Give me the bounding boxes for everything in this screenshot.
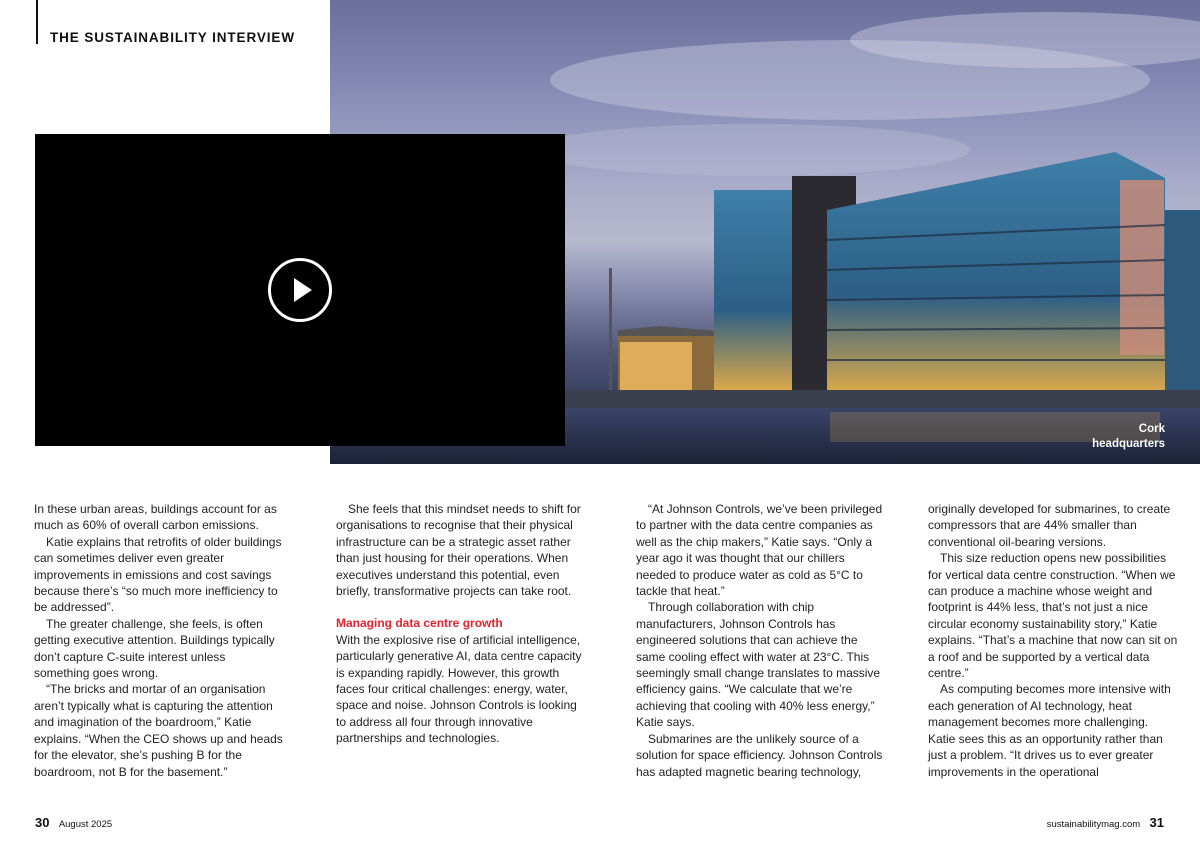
article-column-1 <box>34 501 284 780</box>
footer-right <box>1047 815 1164 830</box>
paragraph: This size reduction opens new possibilities for vertical data centre construction. “When we can produce a machine whose weight and footprint is 44% less, that’s not just a nice circular economy sustainability story,” Katie explains. “That’s a machine that now can sit on a roof and be supported by a vertical data centre.” <box>928 551 1178 681</box>
caption-line-1: Cork <box>1138 423 1165 435</box>
paragraph: originally developed for submarines, to create compressors that are 44% smaller than conventional oil-bearing versions. <box>928 502 1171 549</box>
video-player[interactable] <box>35 134 565 446</box>
page-number-right: 31 <box>1149 815 1164 830</box>
subheading-data-centre-growth: Managing data centre growth <box>336 616 503 631</box>
paragraph: “The bricks and mortar of an organisation aren’t typically what is capturing the attention and imagination of the boardroom,” Katie explains. “When the CEO shows up and heads for the elevator, she’s pushing B for the boardroom, not B for the basement.” <box>34 682 283 779</box>
caption-line-2: headquarters <box>1092 438 1165 450</box>
footer-left <box>35 815 112 830</box>
paragraph: In these urban areas, buildings account for as much as 60% of overall carbon emissions. <box>34 502 277 533</box>
paragraph: Through collaboration with chip manufacturers, Johnson Controls has engineered solutions that can achieve the same cooling effect with water at 23°C. This seemingly small change translates to massive efficiency gains. “We calculate that we’re achieving that cooling with 40% less energy,” Katie says. <box>636 600 881 730</box>
paragraph: The greater challenge, she feels, is often getting executive attention. Buildings typically don’t capture C-suite interest unless something goes wrong. <box>34 616 275 681</box>
photo-caption <box>1092 422 1165 452</box>
play-icon <box>271 261 329 319</box>
paragraph: Katie explains that retrofits of older buildings can sometimes deliver even greater improvements in emissions and cost savings because there’s “so much more inefficiency to be addressed”. <box>34 534 282 615</box>
paragraph: “At Johnson Controls, we’ve been privileged to partner with the data centre companies as well as the chip makers,” Katie says. “Only a year ago it was thought that our chillers needed to produce water as cold as 5°C to tackle that heat.” <box>636 502 883 599</box>
article-column-2 <box>336 501 586 747</box>
paragraph: With the explosive rise of artificial intelligence, particularly generative AI, data centre capacity is expanding rapidly. However, this growth faces four critical challenges: energy, water, space and noise. Johnson Controls is looking to address all four through innovative partnerships and technologies. <box>336 632 582 746</box>
site-link[interactable]: sustainabilitymag.com <box>1046 819 1141 830</box>
paragraph: Submarines are the unlikely source of a solution for space efficiency. Johnson Controls has adapted magnetic bearing technology, <box>636 731 883 779</box>
page-number-left: 30 <box>35 815 50 830</box>
header-rule <box>36 0 38 44</box>
paragraph: As computing becomes more intensive with each generation of AI technology, heat management becomes more challenging. Katie sees this as an opportunity rather than just a problem. “It drives us to ever greater improvements in the operational <box>928 682 1171 779</box>
paragraph: She feels that this mindset needs to shift for organisations to recognise that their physical infrastructure can be a strategic asset rather than just housing for their operations. When executives understand this potential, even briefly, transformative projects can take root. <box>336 502 581 599</box>
issue-date: August 2025 <box>58 819 113 830</box>
section-title: THE SUSTAINABILITY INTERVIEW <box>50 30 295 45</box>
article-column-4 <box>928 501 1178 780</box>
play-button[interactable] <box>268 258 332 322</box>
article-column-3 <box>636 501 886 780</box>
